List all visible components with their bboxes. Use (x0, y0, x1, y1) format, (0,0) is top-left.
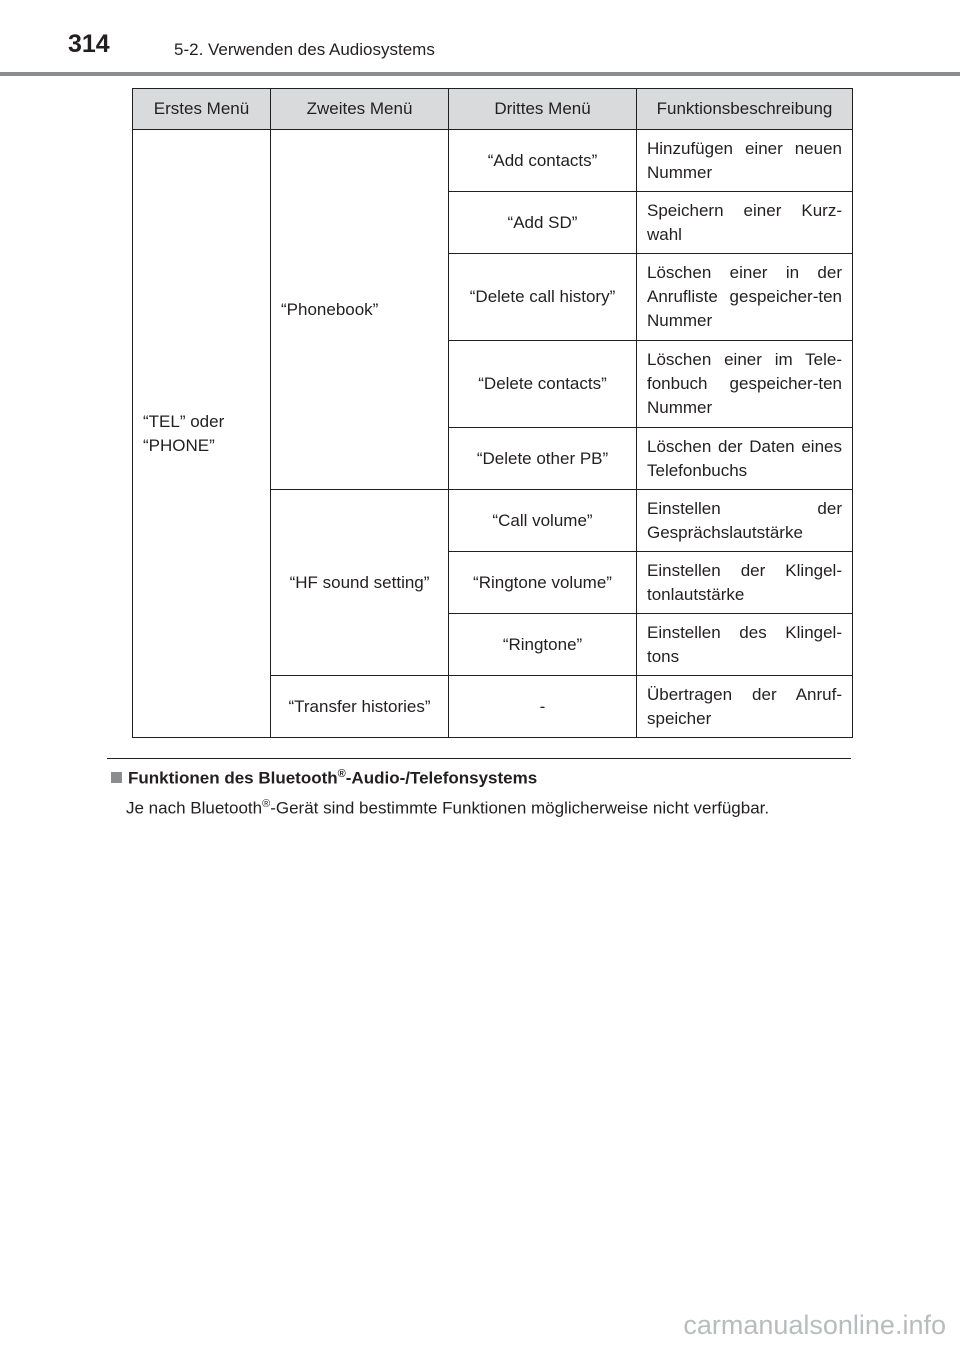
description-cell: Übertragen der Anruf-speicher (637, 676, 853, 738)
description-cell: Löschen einer in der Anrufliste gespeicher-ten Nummer (637, 254, 853, 341)
note-body (126, 798, 769, 819)
second-menu-cell: “Phonebook” (271, 130, 449, 490)
page-number: 314 (68, 30, 110, 58)
header-rule (0, 72, 960, 76)
note-heading (111, 768, 537, 789)
description-cell: Hinzufügen einer neuen Nummer (637, 130, 853, 192)
second-menu-cell: “Transfer histories” (271, 676, 449, 738)
header-first-menu: Erstes Menü (133, 89, 271, 130)
third-menu-cell: “Ringtone” (449, 614, 637, 676)
second-menu-cell: “HF sound setting” (271, 490, 449, 676)
square-bullet-icon (111, 772, 122, 783)
section-title: 5-2. Verwenden des Audiosystems (174, 40, 435, 59)
registered-mark: ® (262, 798, 271, 810)
description-cell: Einstellen des Klingel-tons (637, 614, 853, 676)
description-cell: Einstellen der Gesprächslautstärke (637, 490, 853, 552)
third-menu-cell: - (449, 676, 637, 738)
third-menu-cell: “Delete other PB” (449, 428, 637, 490)
header-function: Funktionsbeschreibung (637, 89, 853, 130)
description-cell: Speichern einer Kurz-wahl (637, 192, 853, 254)
third-menu-cell: “Call volume” (449, 490, 637, 552)
description-cell: Einstellen der Klingel-tonlautstärke (637, 552, 853, 614)
third-menu-cell: “Add SD” (449, 192, 637, 254)
section-divider (107, 758, 851, 759)
note-body-pre: Je nach Bluetooth (126, 798, 263, 818)
page-header (0, 0, 960, 78)
note-title-pre: Funktionen des Bluetooth (128, 768, 338, 788)
description-cell: Löschen der Daten eines Telefonbuchs (637, 428, 853, 490)
third-menu-cell: “Delete contacts” (449, 341, 637, 428)
description-cell: Löschen einer im Tele-fonbuch gespeicher-ten Nummer (637, 341, 853, 428)
note-body-post: -Gerät sind bestimmte Funktionen möglicherweise nicht verfügbar. (270, 798, 770, 818)
first-menu-cell: “TEL” oder “PHONE” (133, 130, 271, 738)
table-row (133, 130, 853, 192)
menu-table (132, 88, 853, 738)
header-second-menu: Zweites Menü (271, 89, 449, 130)
note-title-post: -Audio-/Telefonsystems (345, 768, 538, 788)
third-menu-cell: “Add contacts” (449, 130, 637, 192)
third-menu-cell: “Ringtone volume” (449, 552, 637, 614)
header-third-menu: Drittes Menü (449, 89, 637, 130)
watermark: carmanualsonline.info (683, 1310, 946, 1340)
third-menu-cell: “Delete call history” (449, 254, 637, 341)
table-header-row (133, 89, 853, 130)
registered-mark: ® (337, 768, 346, 780)
